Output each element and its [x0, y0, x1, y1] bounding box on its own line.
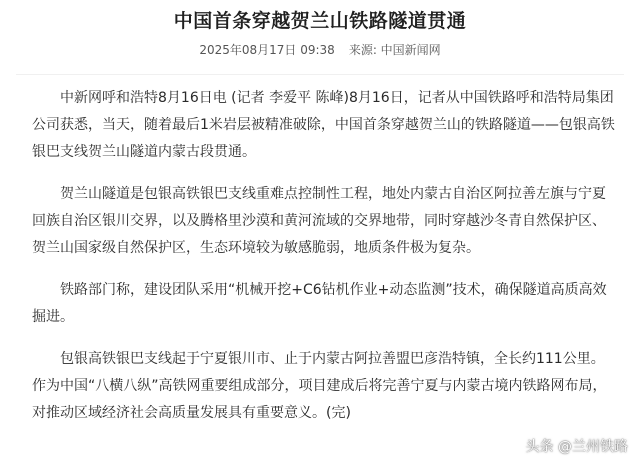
- divider: [16, 74, 624, 75]
- article-body: [0, 85, 640, 427]
- article-title: 中国首条穿越贺兰山铁路隧道贯通: [173, 10, 467, 32]
- publish-date: 2025年08月17日 09:38: [199, 43, 335, 57]
- paragraph: 铁路部门称，建设团队采用“机械开挖+C6钻机作业+动态监测”技术，确保隧道高质高效掘进。: [32, 282, 607, 325]
- paragraph: 贺兰山隧道是包银高铁银巴支线重难点控制性工程，地处内蒙古自治区阿拉善左旗与宁夏回族自治区银川交界，以及腾格里沙漠和黄河流域的交界地带，同时穿越沙冬青自然保护区、贺兰山国家级自然保护区，生态环境较为敏感脆弱，地质条件极为复杂。: [32, 186, 606, 256]
- toutiao-watermark: [526, 436, 628, 456]
- paragraph: 中新网呼和浩特8月16日电 (记者 李爱平 陈峰)8月16日，记者从中国铁路呼和浩特局集团公司获悉，当天，随着最后1米岩层被精准破除，中国首条穿越贺兰山的铁路隧道——包银高铁银巴支线贺兰山隧道内蒙古段贯通。: [32, 90, 615, 160]
- article-meta: [0, 42, 640, 58]
- paragraph: 包银高铁银巴支线起于宁夏银川市、止于内蒙古阿拉善盟巴彦浩特镇，全长约111公里。作为中国“八横八纵”高铁网重要组成部分，项目建成后将完善宁夏与内蒙古境内铁路网布局，对推动区域经济社会高质量发展具有重要意义。(完): [32, 351, 607, 421]
- article-source: 来源: 中国新闻网: [348, 43, 441, 57]
- watermark-text: 头条 @兰州铁路: [525, 439, 628, 455]
